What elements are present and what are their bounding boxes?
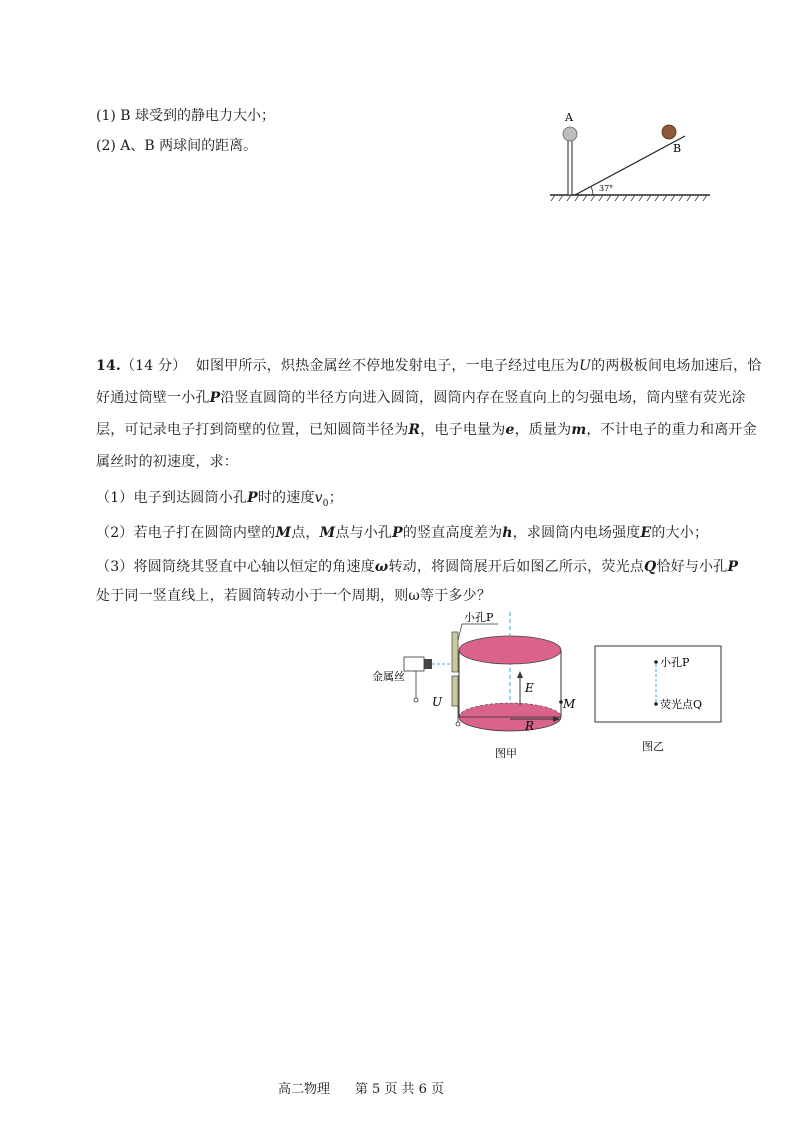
incline-figure bbox=[545, 110, 715, 210]
unrolled-figure bbox=[590, 640, 730, 765]
unrolled-hole-label: 小孔P bbox=[660, 656, 690, 669]
plate-upper bbox=[452, 632, 458, 672]
angle-arc bbox=[591, 187, 593, 195]
hole-p-label: 小孔P bbox=[464, 611, 494, 624]
q14-points: （14 分） bbox=[120, 358, 187, 374]
footer-subject: 高二物理 bbox=[278, 1082, 331, 1097]
q14-sub3-cont: 处于同一竖直线上，若圆筒转动小于一个周期，则ω等于多少？ bbox=[96, 588, 492, 604]
plate-lower bbox=[452, 676, 458, 706]
field-label: E bbox=[525, 681, 534, 695]
ground-hatching bbox=[551, 195, 707, 201]
q14-number: 14. bbox=[96, 358, 121, 374]
unrolled-rectangle bbox=[595, 646, 721, 722]
ball-b bbox=[662, 125, 676, 139]
q13-part1: (1) B 球受到的静电力大小； bbox=[96, 108, 276, 124]
footer-page: 第 5 页 共 6 页 bbox=[354, 1082, 445, 1097]
voltage-label: U bbox=[432, 695, 443, 709]
q14-sub3: （3）将圆筒绕其竖直中心轴以恒定的角速度ω转动，将圆筒展开后如图乙所示，荧光点Q恰好与小孔P bbox=[96, 559, 739, 575]
point-m-label: M bbox=[563, 697, 576, 711]
filament-housing bbox=[404, 657, 424, 671]
unrolled-spot-label: 荧光点Q bbox=[660, 698, 703, 711]
q14-sub1: （1）电子到达圆筒小孔P时的速度$v_0$； bbox=[96, 490, 343, 509]
q14-line4: 属丝时的初速度，求： bbox=[96, 454, 238, 470]
incline-line bbox=[575, 136, 685, 195]
q14-line1: 14.（14 分） 如图甲所示，炽热金属丝不停地发射电子，一电子经过电压为U的两极板间电场加速后，恰 bbox=[96, 358, 762, 374]
footer bbox=[278, 1078, 444, 1097]
radius-label: R bbox=[525, 719, 535, 733]
q14-line3: 层，可记录电子打到筒壁的位置，已知圆筒半径为R，电子电量为e，质量为m，不计电子的重力和离开金 bbox=[96, 422, 757, 438]
caption-jia: 图甲 bbox=[495, 747, 517, 760]
insulating-pole bbox=[568, 140, 572, 195]
point-p bbox=[654, 660, 658, 664]
filament-tip bbox=[424, 659, 432, 669]
point-q bbox=[654, 702, 658, 706]
filament-label: 金属丝 bbox=[372, 670, 405, 683]
q14-line2: 好通过筒壁一小孔P沿竖直圆筒的半径方向进入圆筒，圆筒内存在竖直向上的匀强电场，筒内壁有荧光涂 bbox=[96, 390, 746, 406]
caption-yi: 图乙 bbox=[642, 740, 664, 753]
angle-label: 37° bbox=[599, 184, 614, 193]
ball-a bbox=[563, 127, 577, 141]
q14-sub2: （2）若电子打在圆筒内壁的M点，M点与小孔P的竖直高度差为h，求圆筒内电场强度E的大小； bbox=[96, 525, 709, 541]
cylinder-top bbox=[459, 636, 561, 664]
label-b: B bbox=[673, 142, 682, 155]
cylinder-bottom-back bbox=[459, 703, 561, 717]
cylinder-figure bbox=[370, 610, 580, 770]
q13-part2: (2) A、B 两球间的距离。 bbox=[96, 138, 258, 154]
label-a: A bbox=[565, 111, 573, 124]
